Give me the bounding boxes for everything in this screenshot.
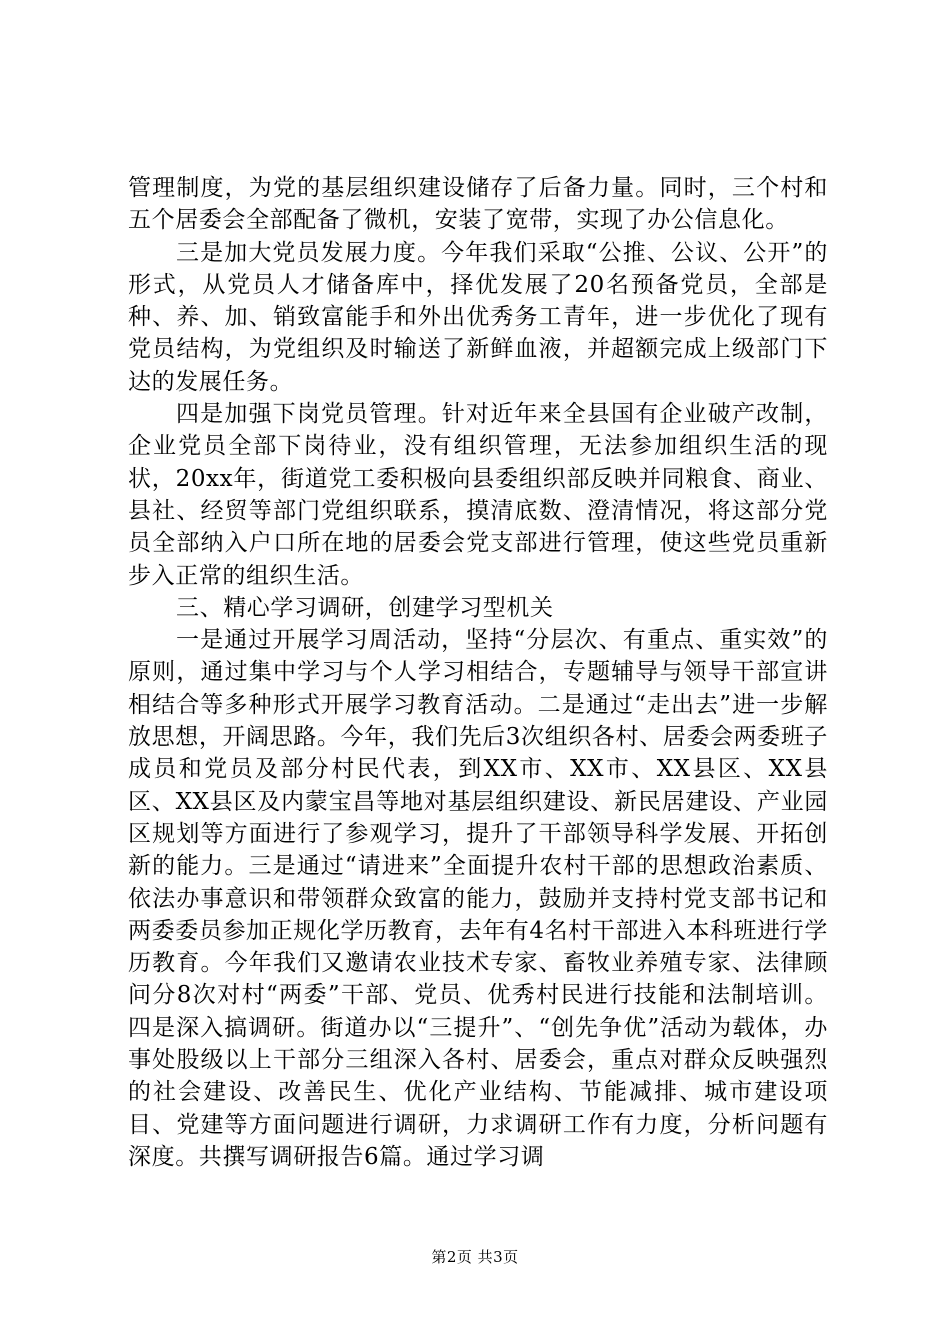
paragraph-study-research: 一是通过开展学习周活动，坚持“分层次、有重点、重实效”的原则，通过集中学习与个人学习相结合，专题辅导与领导干部宣讲相结合等多种形式开展学习教育活动。二是通过“走出去”进一步解放思想，开阔思路。今年，我们先后3次组织各村、居委会两委班子成员和党员及部分村民代表，到XX市、XX市、XX县区、XX县区、XX县区及内蒙宝昌等地对基层组织建设、新民居建设、产业园区规划等方面进行了参观学习，提升了干部领导科学发展、开拓创新的能力。三是通过“请进来”全面提升农村干部的思想政治素质、依法办事意识和带领群众致富的能力，鼓励并支持村党支部书记和两委委员参加正规化学历教育，去年有4名村干部进入本科班进行学历教育。今年我们又邀请农业技术专家、畜牧业养殖专家、法律顾问分8次对村“两委”干部、党员、优秀村民进行技能和法制培训。四是深入搞调研。街道办以“三提升”、“创先争优”活动为载体，办事处股级以上干部分三组深入各村、居委会，重点对群众反映强烈的社会建设、改善民生、优化产业结构、节能减排、城市建设项目、党建等方面问题进行调研，力求调研工作有力度，分析问题有深度。共撰写调研报告6篇。通过学习调 <box>128 627 828 1170</box>
paragraph-continuation: 管理制度，为党的基层组织建设储存了后备力量。同时，三个村和五个居委会全部配备了微机，安装了宽带，实现了办公信息化。 <box>128 175 828 234</box>
section-heading: 三、精心学习调研，创建学习型机关 <box>176 594 554 621</box>
document-body <box>128 172 828 1173</box>
paragraph-party-member-development: 三是加大党员发展力度。今年我们采取“公推、公议、公开”的形式，从党员人才储备库中，择优发展了20名预备党员，全部是种、养、加、销致富能手和外出优秀务工青年，进一步优化了现有党员结构，为党组织及时输送了新鲜血液，并超额完成上级部门下达的发展任务。 <box>128 239 828 395</box>
page-number: 第2页 共3页 <box>431 1248 519 1266</box>
paragraph-laid-off-member-management: 四是加强下岗党员管理。针对近年来全县国有企业破产改制，企业党员全部下岗待业，没有组织管理，无法参加组织生活的现状，20xx年，街道党工委积极向县委组织部反映并同粮食、商业、县社、经贸等部门党组织联系，摸清底数、澄清情况，将这部分党员全部纳入户口所在地的居委会党支部进行管理，使这些党员重新步入正常的组织生活。 <box>128 401 828 589</box>
